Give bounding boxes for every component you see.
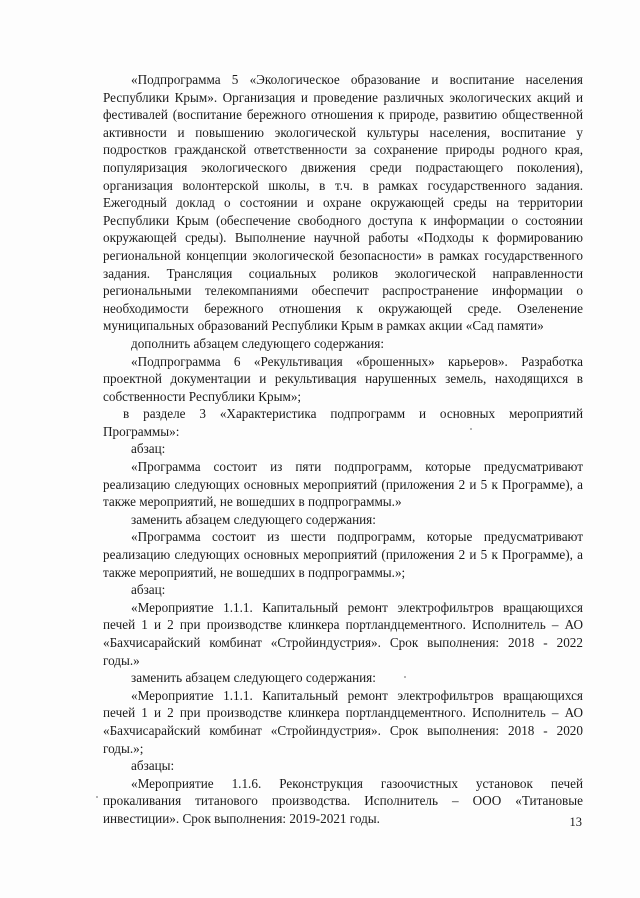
document-body [103,71,583,828]
paragraph-measure-111-new: «Мероприятие 1.1.1. Капитальный ремонт электрофильтров вращающихся печей 1 и 2 при производстве клинкера портландцементного. Исполнитель – АО «Бахчисарайский комбинат «Стройиндустрия». Срок выполнения: 2018 - 2020 годы.»; [103,687,583,756]
scan-speck [96,796,98,798]
paragraph-instruction-replace-2: заменить абзацем следующего содержания: [131,670,376,686]
paragraph-instruction-replace: заменить абзацем следующего содержания: [131,511,376,527]
paragraph-label-abzac-2: абзац: [131,582,166,598]
paragraph-section-3: в разделе 3 «Характеристика подпрограмм и основных мероприятий Программы»: [103,406,583,439]
paragraph-measure-116: «Мероприятие 1.1.6. Реконструкция газоочистных установок печей прокаливания титанового производства. Исполнитель – ООО «Титановые инвестиции». Срок выполнения: 2019-2021 годы. [103,775,583,826]
paragraph-subprogram-5: «Подпрограмма 5 «Экологическое образование и воспитание населения Республики Крым». Организация и проведение различных экологических акций и фестивалей (воспитание бережного отношения к природе, развитию общественной активности и повышению экологической культуры населения, воспитание у подростков гражданской ответственности за сохранение природы родного края, популяризация экологического движения среди подрастающего поколения), организация волонтерской школы, в т.ч. в рамках государственного задания. Ежегодный доклад о состоянии и охране окружающей среды на территории Республики Крым (обеспечение свободного доступа к информации о состоянии окружающей среды). Выполнение научной работы «Подходы к формированию региональной концепции экологической безопасности» в рамках государственного задания. Трансляция социальных роликов экологической направленности региональными телекомпаниями обеспечит распространение информации о необходимости бережного отношения к окружающей среде. Озеленение муниципальных образований Республики Крым в рамках акции «Сад памяти» [103,72,583,334]
paragraph-label-abzacy: абзацы: [131,758,175,774]
paragraph-subprogram-6: «Подпрограмма 6 «Рекультивация «брошенных» карьеров». Разработка проектной документации и рекультивация нарушенных земель, находящихся в собственности Республики Крым»; [103,353,583,404]
paragraph-instruction-add: дополнить абзацем следующего содержания: [131,335,385,351]
scan-speck [470,428,472,430]
scan-speck [404,676,406,678]
paragraph-program-six: «Программа состоит из шести подпрограмм, которые предусматривают реализацию следующих основных мероприятий (приложения 2 и 5 к Программе), а также мероприятий, не вошедших в подпрограммы.»; [103,529,583,580]
page-number: 13 [569,815,582,829]
paragraph-label-abzac: абзац: [131,441,166,457]
paragraph-program-five: «Программа состоит из пяти подпрограмм, которые предусматривают реализацию следующих основных мероприятий (приложения 2 и 5 к Программе), а также мероприятий, не вошедших в подпрограммы.» [103,459,583,510]
paragraph-measure-111-old: «Мероприятие 1.1.1. Капитальный ремонт электрофильтров вращающихся печей 1 и 2 при производстве клинкера портландцементного. Исполнитель – АО «Бахчисарайский комбинат «Стройиндустрия». Срок выполнения: 2018 - 2022 годы.» [103,599,583,668]
